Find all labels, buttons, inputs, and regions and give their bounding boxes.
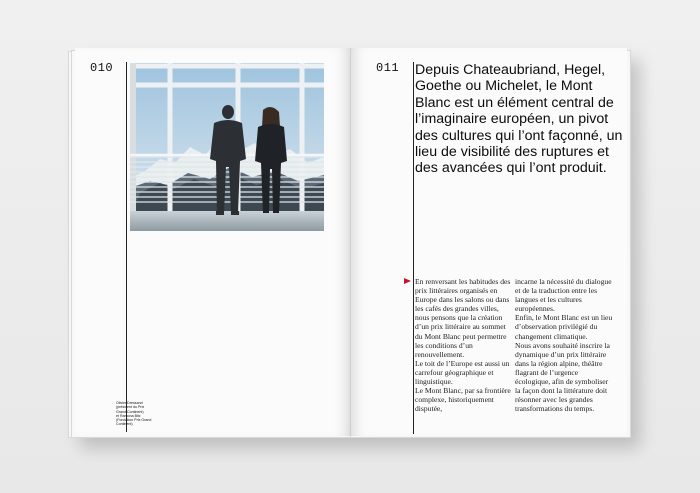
photo-caption: Olivier Dressand (président du Prix Grand Continent) et Ramona Bitz (Fondation Prix Grand Continent) <box>116 401 152 427</box>
body-paragraph: En renversant les habitudes des prix littéraires organisés en Europe dans les salons ou dans les cafés des grandes villes, nous pensons que la création d’un prix littéraire au sommet du Mont Blanc peut permettre les conditions d’un renouvellement. <box>415 277 511 359</box>
right-page-rule <box>413 62 414 434</box>
body-column-1 <box>415 277 511 413</box>
left-page <box>75 48 351 436</box>
body-paragraph: Le Mont Blanc, par sa frontière complexe, historiquement disputée, <box>415 386 511 414</box>
body-column-2 <box>515 277 614 413</box>
body-paragraph: Nous avons souhaité inscrire la dynamique d’un prix littéraire dans la région alpine, théâtre flagrant de l’urgence écologique, afin de symboliser la façon dont la littérature doit résonner avec les grandes transformations du temps. <box>515 340 610 414</box>
right-page-number: 011 <box>376 61 400 75</box>
body-paragraph: Enfin, le Mont Blanc est un lieu d’observation privilégié du changement climatique. <box>515 313 613 341</box>
right-page <box>351 48 627 436</box>
body-paragraph: incarne la nécessité du dialogue et de la traduction entre les langues et les cultures européennes. <box>515 277 612 314</box>
left-page-number: 010 <box>90 61 114 75</box>
photo-two-people-at-window-icon <box>130 63 324 231</box>
body-paragraph: Le toit de l’Europe est aussi un carrefour géographique et linguistique. <box>415 358 510 387</box>
headline: Depuis Chateaubriand, Hegel, Goethe ou Michelet, le Mont Blanc est un élément central de l’imaginaire européen, un pivot des cultures qui l’ont façonné, un lieu de visibilité des ruptures et des avancées qui l’ont produit. <box>415 62 623 177</box>
red-triangle-marker-icon <box>404 278 411 284</box>
left-page-rule <box>126 62 127 432</box>
